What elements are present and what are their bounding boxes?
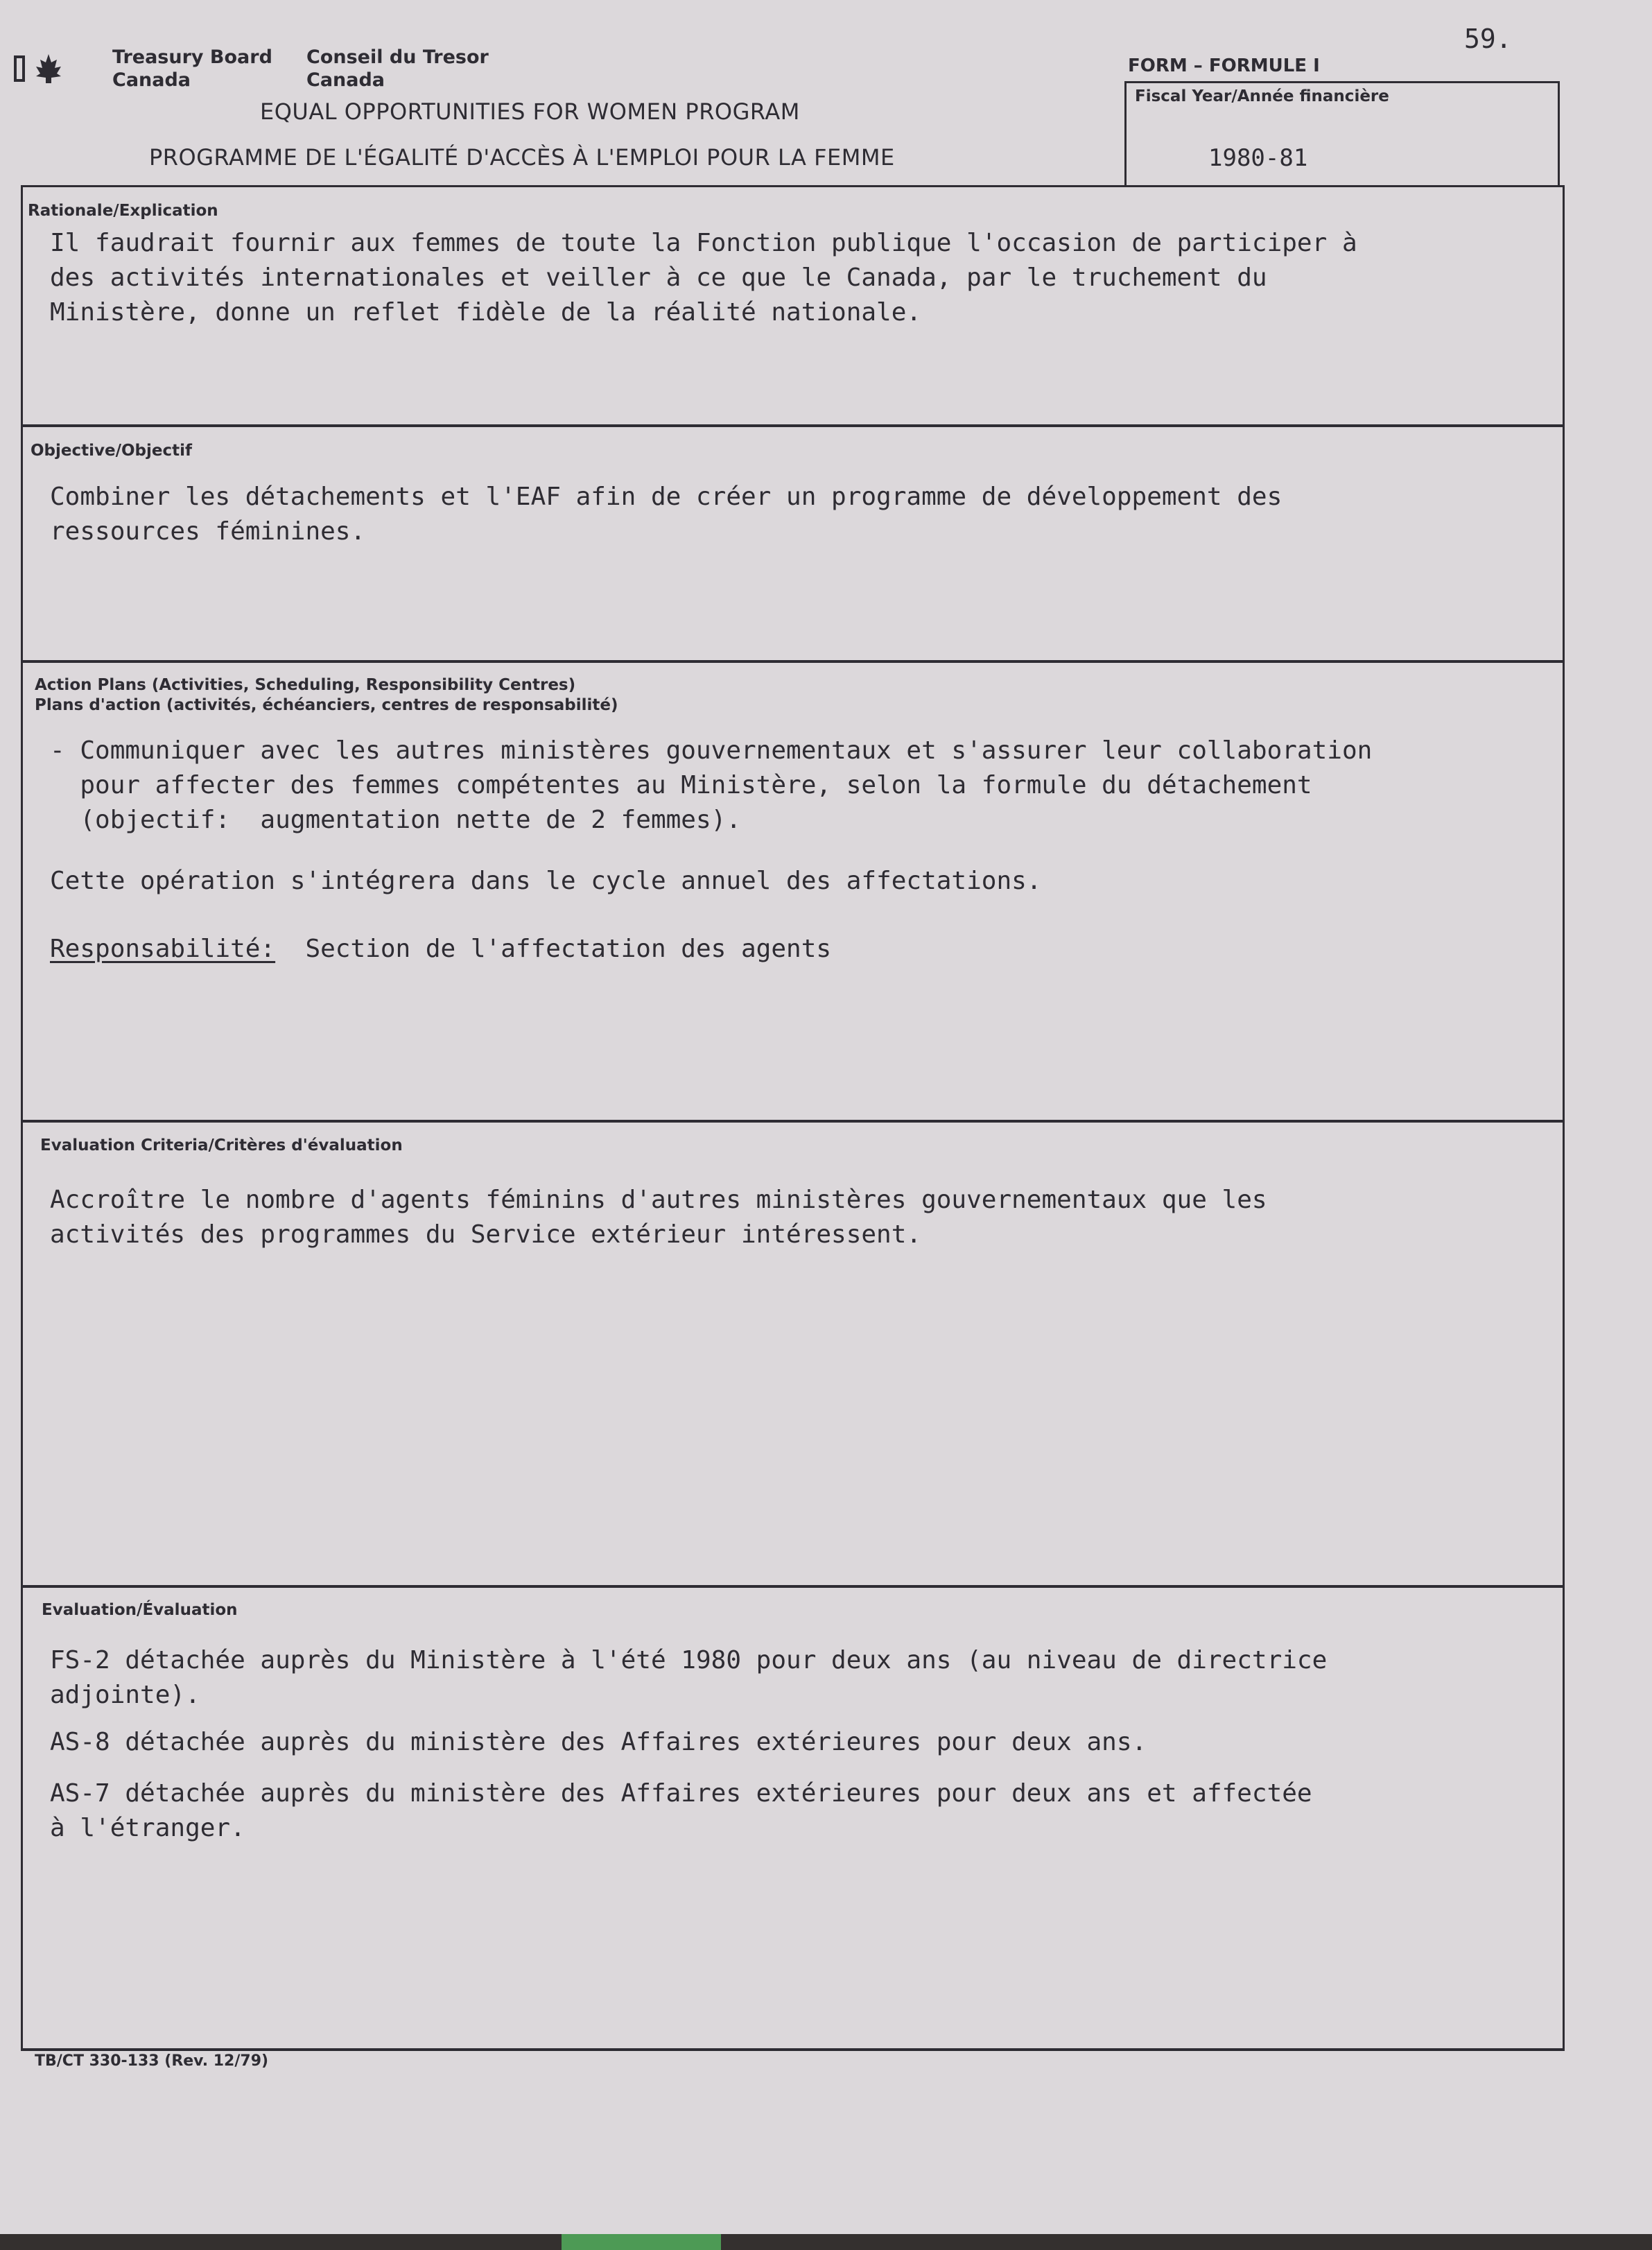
evaluation-criteria-label: Evaluation Criteria/Critères d'évaluation bbox=[40, 1136, 403, 1154]
evaluation-item: AS-8 détachée auprès du ministère des Affaires extérieures pour deux ans. bbox=[50, 1728, 1147, 1756]
action-plans-label: Action Plans (Activities, Scheduling, Responsibility Centres) Plans d'action (activités, échéanciers, centres de responsabilité) bbox=[35, 676, 618, 714]
fiscal-year-label: Fiscal Year/Année financière bbox=[1135, 87, 1389, 105]
divider-rationale bbox=[21, 424, 1565, 427]
program-title-en: EQUAL OPPORTUNITIES FOR WOMEN PROGRAM bbox=[260, 98, 800, 125]
action-plan-item: - Communiquer avec les autres ministères gouvernementaux et s'assurer leur collaboration pour affecter des femmes compétentes au Ministère, selon la formule du détachement (objectif: augmentation nette de 2 femmes). bbox=[50, 736, 1373, 834]
divider-header bbox=[21, 185, 1565, 187]
fiscal-year-value: 1980-81 bbox=[1208, 144, 1308, 172]
canada-flag-icon bbox=[12, 51, 75, 86]
form-number: TB/CT 330-133 (Rev. 12/79) bbox=[35, 2052, 269, 2070]
divider-bottom bbox=[21, 2048, 1565, 2051]
scan-edge-marker bbox=[562, 2234, 721, 2250]
action-plan-responsibility bbox=[50, 932, 831, 967]
evaluation-item: FS-2 détachée auprès du Ministère à l'été 1980 pour deux ans (au niveau de directrice adjointe). bbox=[50, 1646, 1328, 1709]
divider-evaluation-criteria bbox=[21, 1585, 1565, 1588]
objective-label: Objective/Objectif bbox=[31, 442, 193, 460]
action-plan-item: Cette opération s'intégrera dans le cycle annuel des affectations. bbox=[50, 867, 1042, 895]
page-number: 59. bbox=[1464, 24, 1512, 54]
evaluation-criteria-text: Accroître le nombre d'agents féminins d'autres ministères gouvernementaux que les activités des programmes du Service extérieur intéressent. bbox=[50, 1186, 1267, 1249]
frame-right-border bbox=[1563, 185, 1565, 2050]
rationale-label: Rationale/Explication bbox=[28, 202, 218, 220]
department-name-fr: Conseil du Tresor Canada bbox=[306, 46, 489, 91]
fiscal-year-box bbox=[1124, 81, 1560, 185]
frame-left-border bbox=[21, 185, 23, 2050]
program-title-fr: PROGRAMME DE L'ÉGALITÉ D'ACCÈS À L'EMPLOI POUR LA FEMME bbox=[149, 144, 895, 171]
scan-edge bbox=[0, 2234, 1652, 2250]
evaluation-item: AS-7 détachée auprès du ministère des Affaires extérieures pour deux ans et affectée à l'étranger. bbox=[50, 1779, 1312, 1842]
divider-action-plans bbox=[21, 1120, 1565, 1123]
divider-objective bbox=[21, 660, 1565, 663]
objective-text: Combiner les détachements et l'EAF afin de créer un programme de développement des ressources féminines. bbox=[50, 483, 1283, 546]
evaluation-label: Evaluation/Évaluation bbox=[42, 1601, 238, 1619]
rationale-text: Il faudrait fournir aux femmes de toute la Fonction publique l'occasion de participer à des activités internationales et veiller à ce que le Canada, par le truchement du Ministère, donne un reflet fidèle de la réalité nationale. bbox=[50, 229, 1357, 327]
department-name-en: Treasury Board Canada bbox=[112, 46, 272, 91]
form-label: FORM – FORMULE I bbox=[1128, 55, 1320, 76]
responsibility-value: Section de l'affectation des agents bbox=[275, 935, 832, 963]
responsibility-label: Responsabilité: bbox=[50, 935, 276, 963]
